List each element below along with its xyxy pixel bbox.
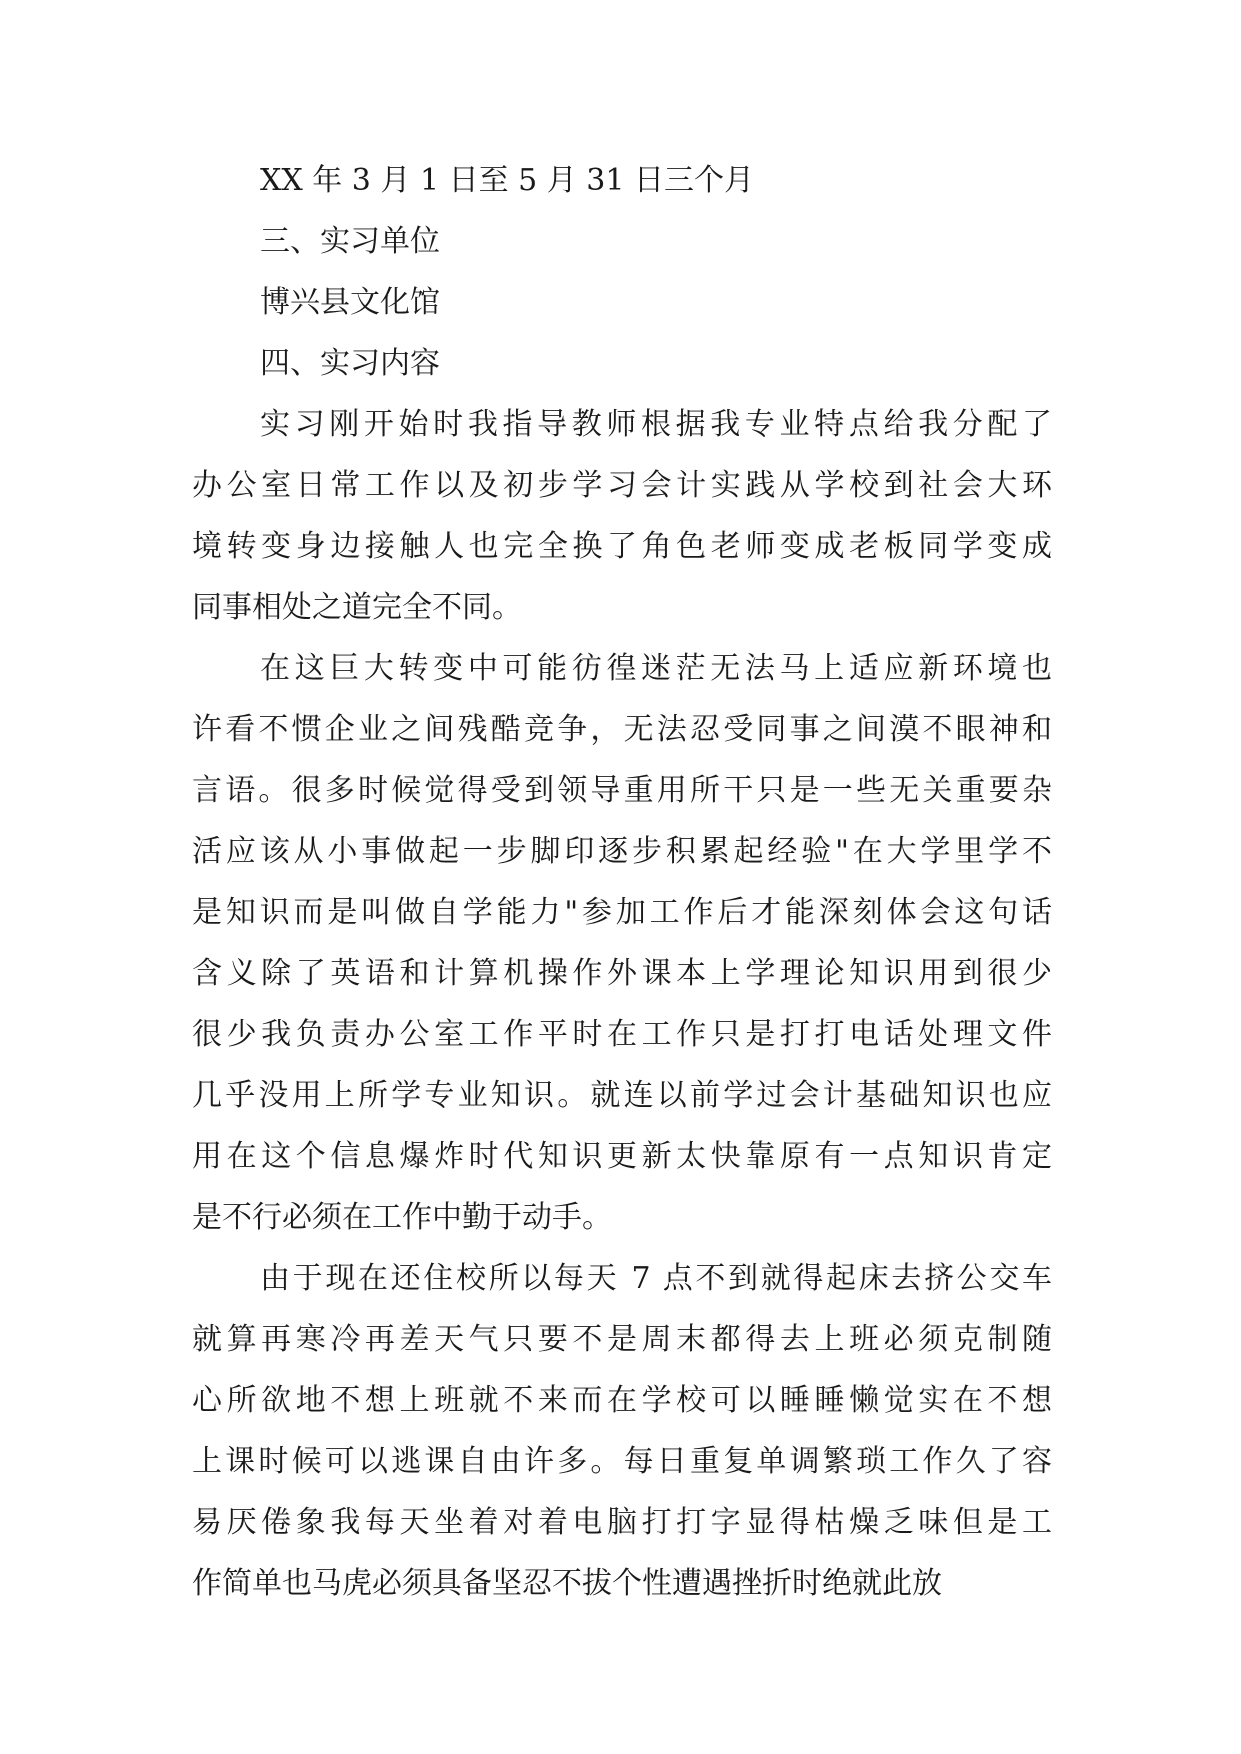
section-heading-internship-unit: 三、实习单位 xyxy=(260,224,440,259)
paragraph-3 xyxy=(192,1248,1052,1614)
internship-period-line: XX 年 3 月 1 日至 5 月 31 日三个月 xyxy=(260,163,754,198)
paragraph-line: 是知识而是叫做自学能力"参加工作后才能深刻体会这句话 xyxy=(192,895,1052,930)
paragraph-line: 言语。很多时候觉得受到领导重用所干只是一些无关重要杂 xyxy=(192,773,1052,808)
paragraph-line: 上课时候可以逃课自由许多。每日重复单调繁琐工作久了容 xyxy=(192,1444,1052,1479)
section-heading-internship-content: 四、实习内容 xyxy=(260,346,440,381)
paragraph-line: 几乎没用上所学专业知识。就连以前学过会计基础知识也应 xyxy=(192,1078,1052,1113)
paragraph-line: 活应该从小事做起一步脚印逐步积累起经验"在大学里学不 xyxy=(192,834,1052,869)
document-body xyxy=(192,150,1052,1614)
paragraph-line: 就算再寒冷再差天气只要不是周末都得去上班必须克制随 xyxy=(192,1322,1052,1357)
paragraph-line: 许看不惯企业之间残酷竞争，无法忍受同事之间漠不眼神和 xyxy=(192,712,1052,747)
paragraph-line: 作简单也马虎必须具备坚忍不拔个性遭遇挫折时绝就此放 xyxy=(192,1566,942,1601)
paragraph-line: 很少我负责办公室工作平时在工作只是打打电话处理文件 xyxy=(192,1017,1052,1052)
paragraph-line: 是不行必须在工作中勤于动手。 xyxy=(192,1200,612,1235)
paragraph-line: 实习刚开始时我指导教师根据我专业特点给我分配了 xyxy=(260,407,1052,442)
paragraph-2 xyxy=(192,638,1052,1248)
internship-unit-name: 博兴县文化馆 xyxy=(260,285,440,320)
paragraph-line: 境转变身边接触人也完全换了角色老师变成老板同学变成 xyxy=(192,529,1052,564)
paragraph-line: 同事相处之道完全不同。 xyxy=(192,590,522,625)
paragraph-line: 用在这个信息爆炸时代知识更新太快靠原有一点知识肯定 xyxy=(192,1139,1052,1174)
paragraph-line: 易厌倦象我每天坐着对着电脑打打字显得枯燥乏味但是工 xyxy=(192,1505,1052,1540)
paragraph-line: 心所欲地不想上班就不来而在学校可以睡睡懒觉实在不想 xyxy=(192,1383,1052,1418)
paragraph-line: 办公室日常工作以及初步学习会计实践从学校到社会大环 xyxy=(192,468,1052,503)
paragraph-line: 由于现在还住校所以每天 7 点不到就得起床去挤公交车 xyxy=(260,1261,1052,1296)
paragraph-1 xyxy=(192,394,1052,638)
paragraph-line: 含义除了英语和计算机操作外课本上学理论知识用到很少 xyxy=(192,956,1052,991)
paragraph-line: 在这巨大转变中可能彷徨迷茫无法马上适应新环境也 xyxy=(260,651,1052,686)
